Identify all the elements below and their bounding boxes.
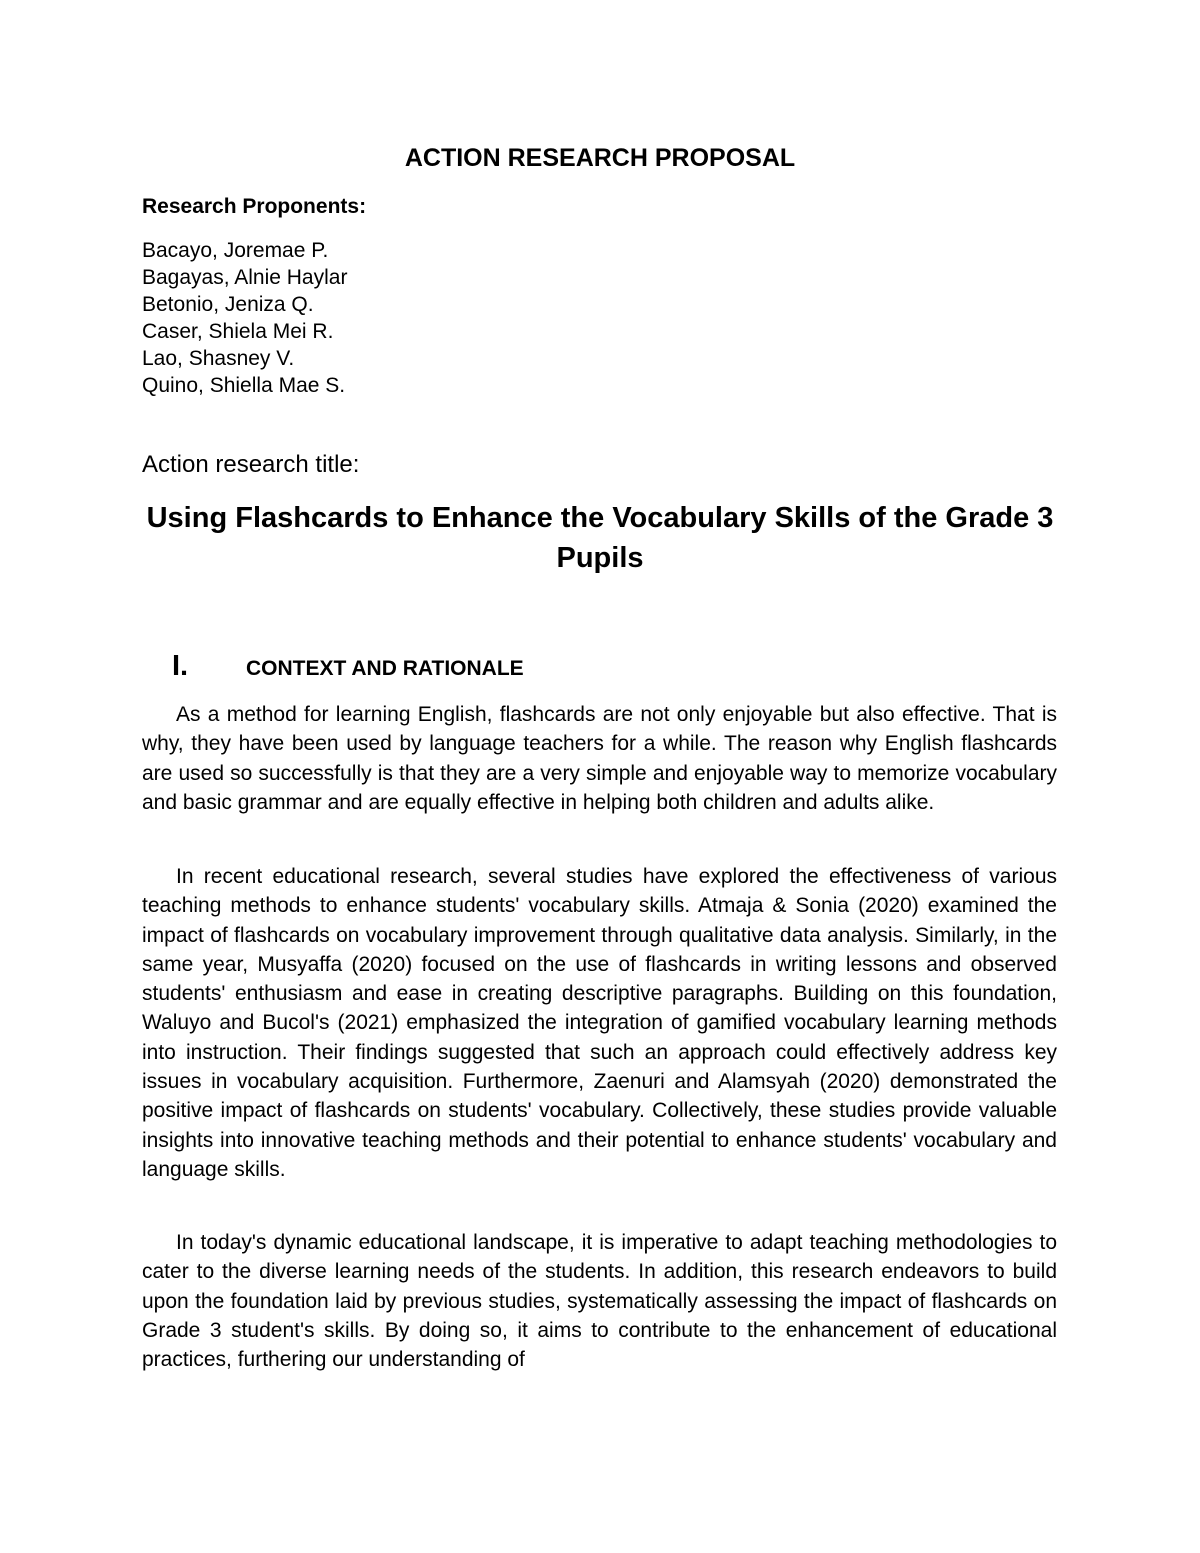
document-title: ACTION RESEARCH PROPOSAL: [404, 144, 796, 172]
research-title-label: Action research title:: [142, 451, 360, 478]
proponents-label: Research Proponents:: [142, 195, 367, 218]
proponent-item: Bagayas, Alnie Haylar: [142, 266, 348, 289]
proponent-item: Betonio, Jeniza Q.: [142, 293, 314, 316]
proponent-item: Quino, Shiella Mae S.: [142, 374, 346, 397]
section-number: I.: [172, 650, 189, 682]
paragraph: In recent educational research, several studies have explored the effectiveness of various teaching methods to enhance students' vocabulary skills. Atmaja & Sonia (2020) examined the impact of flashcards on vocabulary improvement through qualitative data analysis. Similarly, in the same year, Musyaffa (2020) focused on the use of flashcards in writing lessons and observed students' enthusiasm and ease in creating descriptive paragraphs. Building on this foundation, Waluyo and Bucol's (2021) emphasized the integration of gamified vocabulary learning methods into instruction. Their findings suggested that such an approach could effectively address key issues in vocabulary acquisition. Furthermore, Zaenuri and Alamsyah (2020) demonstrated the positive impact of flashcards on students' vocabulary. Collectively, these studies provide valuable insights into innovative teaching methods and their potential to enhance students' vocabulary and language skills.: [142, 865, 1057, 1181]
proponent-item: Lao, Shasney V.: [142, 347, 295, 370]
proponent-item: Caser, Shiela Mei R.: [142, 320, 334, 343]
research-title: Using Flashcards to Enhance the Vocabulary Skills of the Grade 3 Pupils: [146, 502, 1054, 574]
paragraph: In today's dynamic educational landscape, it is imperative to adapt teaching methodologies to cater to the diverse learning needs of the students. In addition, this research endeavors to build upon the foundation laid by previous studies, systematically assessing the impact of flashcards on Grade 3 student's skills. By doing so, it aims to contribute to the enhancement of educational practices, furthering our understanding of: [142, 1231, 1057, 1372]
proponent-item: Bacayo, Joremae P.: [142, 239, 329, 262]
paragraph: As a method for learning English, flashcards are not only enjoyable but also effective. That is why, they have been used by language teachers for a while. The reason why English flashcards are used so successfully is that they are a very simple and enjoyable way to memorize vocabulary and basic grammar and are equally effective in helping both children and adults alike.: [142, 703, 1057, 814]
section-title: CONTEXT AND RATIONALE: [246, 657, 524, 680]
